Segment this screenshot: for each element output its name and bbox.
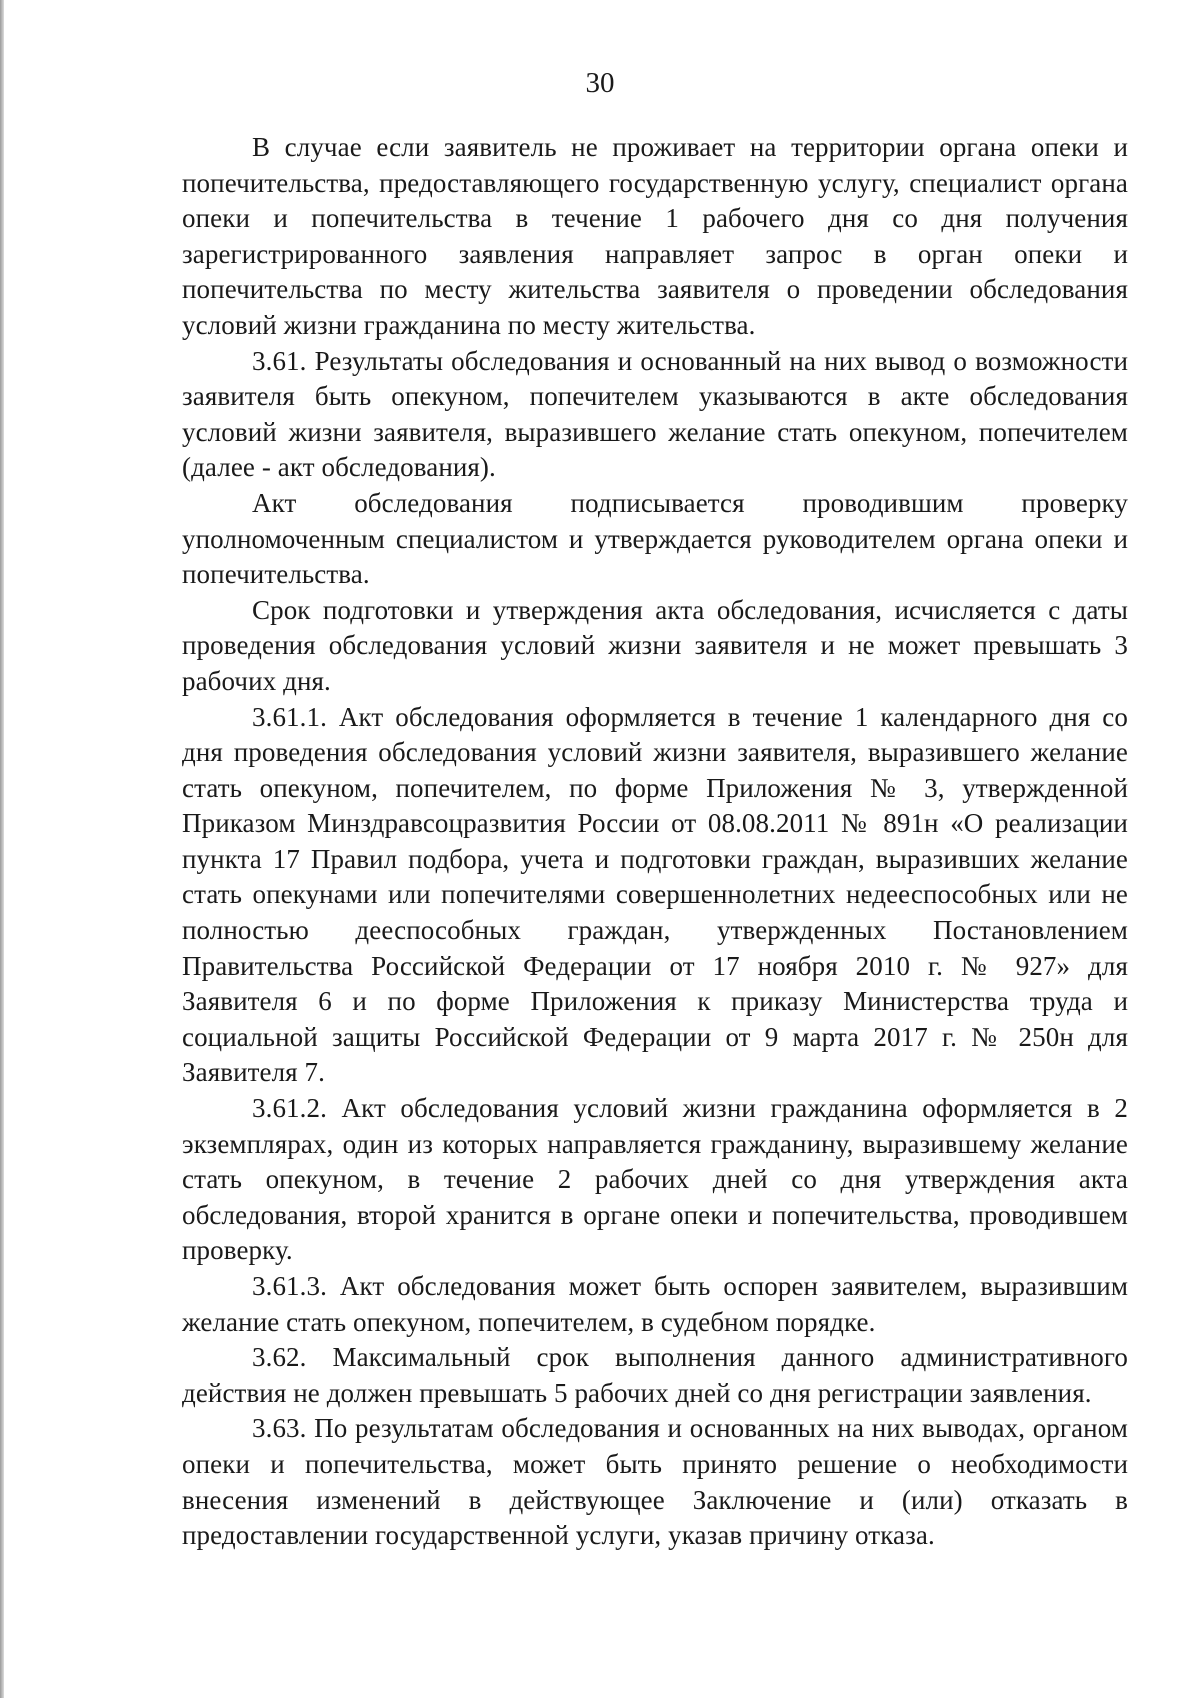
paragraph-3-63: 3.63. По результатам обследования и основанных на них выводах, органом опеки и попечительства, может быть принято решение о необходимости внесения изменений в действующее Заключение и (или) отказать в предоставлении государственной услуги, указав причину отказа.: [182, 1413, 1128, 1551]
paragraph-act-signing: Акт обследования подписывается проводившим проверку уполномоченным специалистом и утверждается руководителем органа опеки и попечительства.: [182, 487, 1128, 590]
paragraph-act-deadline: Срок подготовки и утверждения акта обследования, исчисляется с даты проведения обследования условий жизни заявителя и не может превышать 3 рабочих дня.: [182, 594, 1128, 696]
paragraph-3-61: 3.61. Результаты обследования и основанный на них вывод о возможности заявителя быть опекуном, попечителем указываются в акте обследования условий жизни заявителя, выразившего желание стать опекуном, попечителем (далее - акт обследования).: [182, 345, 1128, 483]
paragraph-3-61-2: 3.61.2. Акт обследования условий жизни гражданина оформляется в 2 экземплярах, один из которых направляется гражданину, выразившему желание стать опекуном, в течение 2 рабочих дней со дня утверждения акта обследования, второй хранится в органе опеки и попечительства, проводившем проверку.: [182, 1093, 1128, 1266]
paragraph-3-61-1: 3.61.1. Акт обследования оформляется в течение 1 календарного дня со дня проведения обследования условий жизни заявителя, выразившего желание стать опекуном, попечителем, по форме Приложения № 3, утвержденной Приказом Минздравсоцразвития России от 08.08.2011 № 891н «О реализации пункта 17 Правил подбора, учета и подготовки граждан, выразивших желание стать опекунами или попечителями совершеннолетних недееспособных или не полностью дееспособных граждан, утвержденных Постановлением Правительства Российской Федерации от 17 ноября 2010 г. № 927» для Заявителя 6 и по форме Приложения к приказу Министерства труда и социальной защиты Российской Федерации от 9 марта 2017 г. № 250н для Заявителя 7.: [182, 701, 1128, 1088]
paragraph-3-62: 3.62. Максимальный срок выполнения данного административного действия не должен превышать 5 рабочих дней со дня регистрации заявления.: [182, 1342, 1128, 1408]
scan-edge: [0, 0, 4, 1698]
page-number: 30: [585, 67, 615, 99]
document-body: [182, 130, 1128, 1554]
paragraph-3-61-3: 3.61.3. Акт обследования может быть оспорен заявителем, выразившим желание стать опекуном, попечителем, в судебном порядке.: [182, 1271, 1128, 1337]
paragraph-applicant-residence: В случае если заявитель не проживает на территории органа опеки и попечительства, предоставляющего государственную услугу, специалист органа опеки и попечительства в течение 1 рабочего дня со дня получения зарегистрированного заявления направляет запрос в орган опеки и попечительства по месту жительства заявителя о проведении обследования условий жизни гражданина по месту жительства.: [182, 132, 1128, 340]
